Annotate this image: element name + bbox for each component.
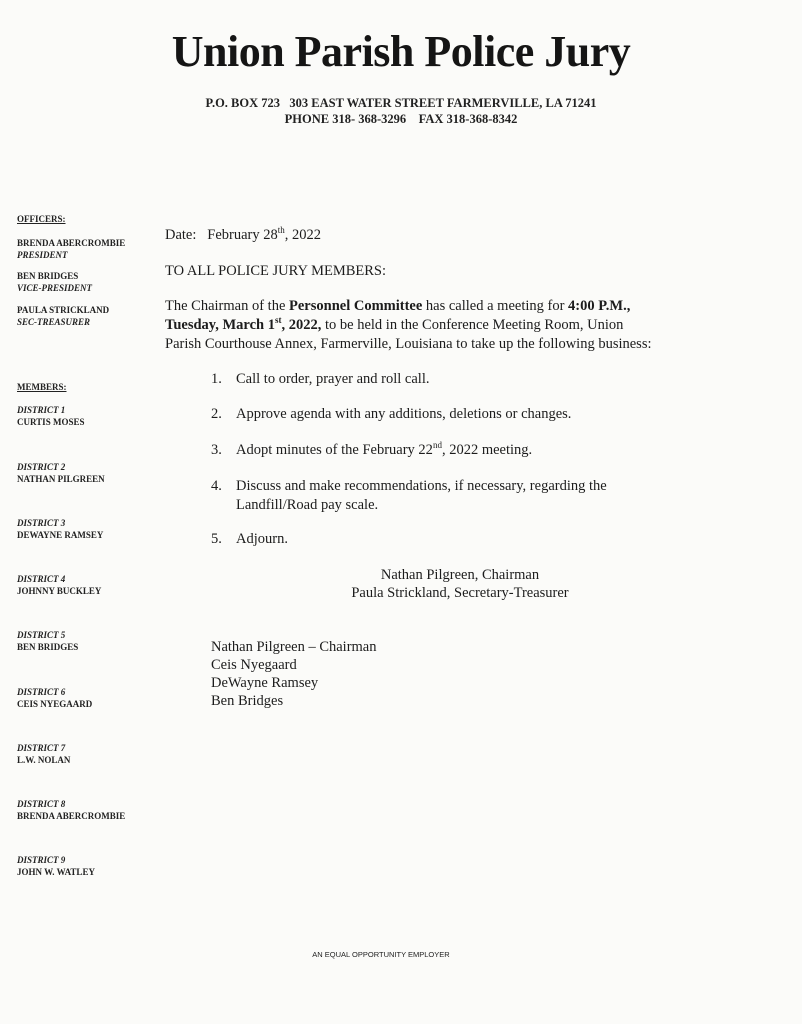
member-entry	[17, 687, 92, 710]
para-text: Parish Courthouse Annex, Farmerville, Louisiana to take up the following business:	[165, 336, 652, 352]
letter-date	[165, 226, 321, 245]
officer-entry	[17, 238, 125, 261]
officer-name: PAULA STRICKLAND	[17, 305, 110, 315]
agenda-number: 2.	[211, 406, 222, 422]
member-entry	[17, 743, 70, 766]
members-header: MEMBERS:	[17, 382, 67, 392]
member-entry	[17, 405, 84, 428]
member-district: DISTRICT 2	[17, 462, 66, 472]
agenda-number: 1.	[211, 371, 222, 387]
agenda-text: Discuss and make recommendations, if necessary, regarding the Landfill/Road pay scale.	[236, 478, 607, 513]
signature-secretary: Paula Strickland, Secretary-Treasurer	[351, 585, 569, 601]
agenda-number: 3.	[211, 442, 222, 458]
member-entry	[17, 462, 105, 485]
officer-name: BEN BRIDGES	[17, 271, 79, 281]
committee-name: Personnel Committee	[289, 298, 423, 314]
member-entry	[17, 799, 125, 822]
agenda-number: 5.	[211, 531, 222, 547]
member-name: BRENDA ABERCROMBIE	[17, 810, 126, 821]
signature-chairman: Nathan Pilgreen, Chairman	[380, 567, 540, 583]
member-district: DISTRICT 3	[17, 518, 66, 528]
agenda-text: Adopt minutes of the February 22nd, 2022 meeting.	[236, 440, 533, 458]
member-district: DISTRICT 4	[17, 574, 66, 584]
officer-title: VICE-PRESIDENT	[17, 282, 93, 293]
para-text: The Chairman of the	[165, 298, 290, 314]
officers-section	[17, 214, 66, 226]
officer-name: BRENDA ABERCROMBIE	[17, 238, 126, 248]
committee-member: Ben Bridges	[211, 693, 284, 709]
agenda-item	[211, 477, 681, 517]
date-suffix: th	[277, 225, 285, 236]
meeting-day: Tuesday, March 1st, 2022,	[165, 315, 322, 333]
date-main: February 28	[207, 227, 278, 243]
member-name: L.W. NOLAN	[17, 754, 71, 765]
para-text: to be held in the Conference Meeting Room, Union	[321, 317, 624, 333]
member-name: JOHNNY BUCKLEY	[17, 585, 102, 596]
footer-eoe: AN EQUAL OPPORTUNITY EMPLOYER	[312, 950, 450, 959]
member-name: NATHAN PILGREEN	[17, 473, 105, 484]
agenda-text: Call to order, prayer and roll call.	[236, 371, 430, 387]
member-district: DISTRICT 7	[17, 743, 66, 753]
meeting-time: 4:00 P.M.,	[568, 298, 631, 314]
officer-title: SEC-TREASURER	[17, 316, 91, 327]
officer-entry	[17, 305, 109, 328]
meeting-paragraph	[165, 297, 725, 354]
member-entry	[17, 630, 78, 653]
member-entry	[17, 574, 101, 597]
member-name: BEN BRIDGES	[17, 641, 79, 652]
member-name: JOHN W. WATLEY	[17, 866, 95, 877]
member-entry	[17, 855, 95, 878]
agenda-number: 4.	[211, 478, 222, 494]
member-name: CEIS NYEGAARD	[17, 698, 93, 709]
officer-entry	[17, 271, 92, 294]
officers-header: OFFICERS:	[17, 214, 66, 224]
member-district: DISTRICT 8	[17, 799, 66, 809]
member-district: DISTRICT 6	[17, 687, 66, 697]
member-district: DISTRICT 1	[17, 405, 66, 415]
para-text: has called a meeting for	[422, 298, 569, 314]
date-year: , 2022	[284, 227, 322, 243]
letterhead-phone: PHONE 318- 368-3296 FAX 318-368-8342	[284, 112, 518, 126]
date-label: Date:	[165, 227, 197, 243]
committee-member: Nathan Pilgreen – Chairman	[211, 639, 377, 655]
members-section	[17, 382, 67, 394]
member-name: CURTIS MOSES	[17, 416, 85, 427]
agenda-text: Adjourn.	[236, 531, 288, 547]
committee-member: DeWayne Ramsey	[211, 675, 319, 691]
salutation: TO ALL POLICE JURY MEMBERS:	[165, 263, 387, 279]
member-district: DISTRICT 9	[17, 855, 66, 865]
member-district: DISTRICT 5	[17, 630, 66, 640]
letterhead-address: P.O. BOX 723 303 EAST WATER STREET FARMERVILLE, LA 71241	[205, 96, 597, 110]
member-name: DEWAYNE RAMSEY	[17, 529, 104, 540]
letterhead-title: Union Parish Police Jury	[171, 27, 631, 76]
officer-title: PRESIDENT	[17, 249, 68, 260]
member-entry	[17, 518, 103, 541]
agenda-text: Approve agenda with any additions, deletions or changes.	[236, 406, 572, 422]
committee-member: Ceis Nyegaard	[211, 657, 297, 673]
